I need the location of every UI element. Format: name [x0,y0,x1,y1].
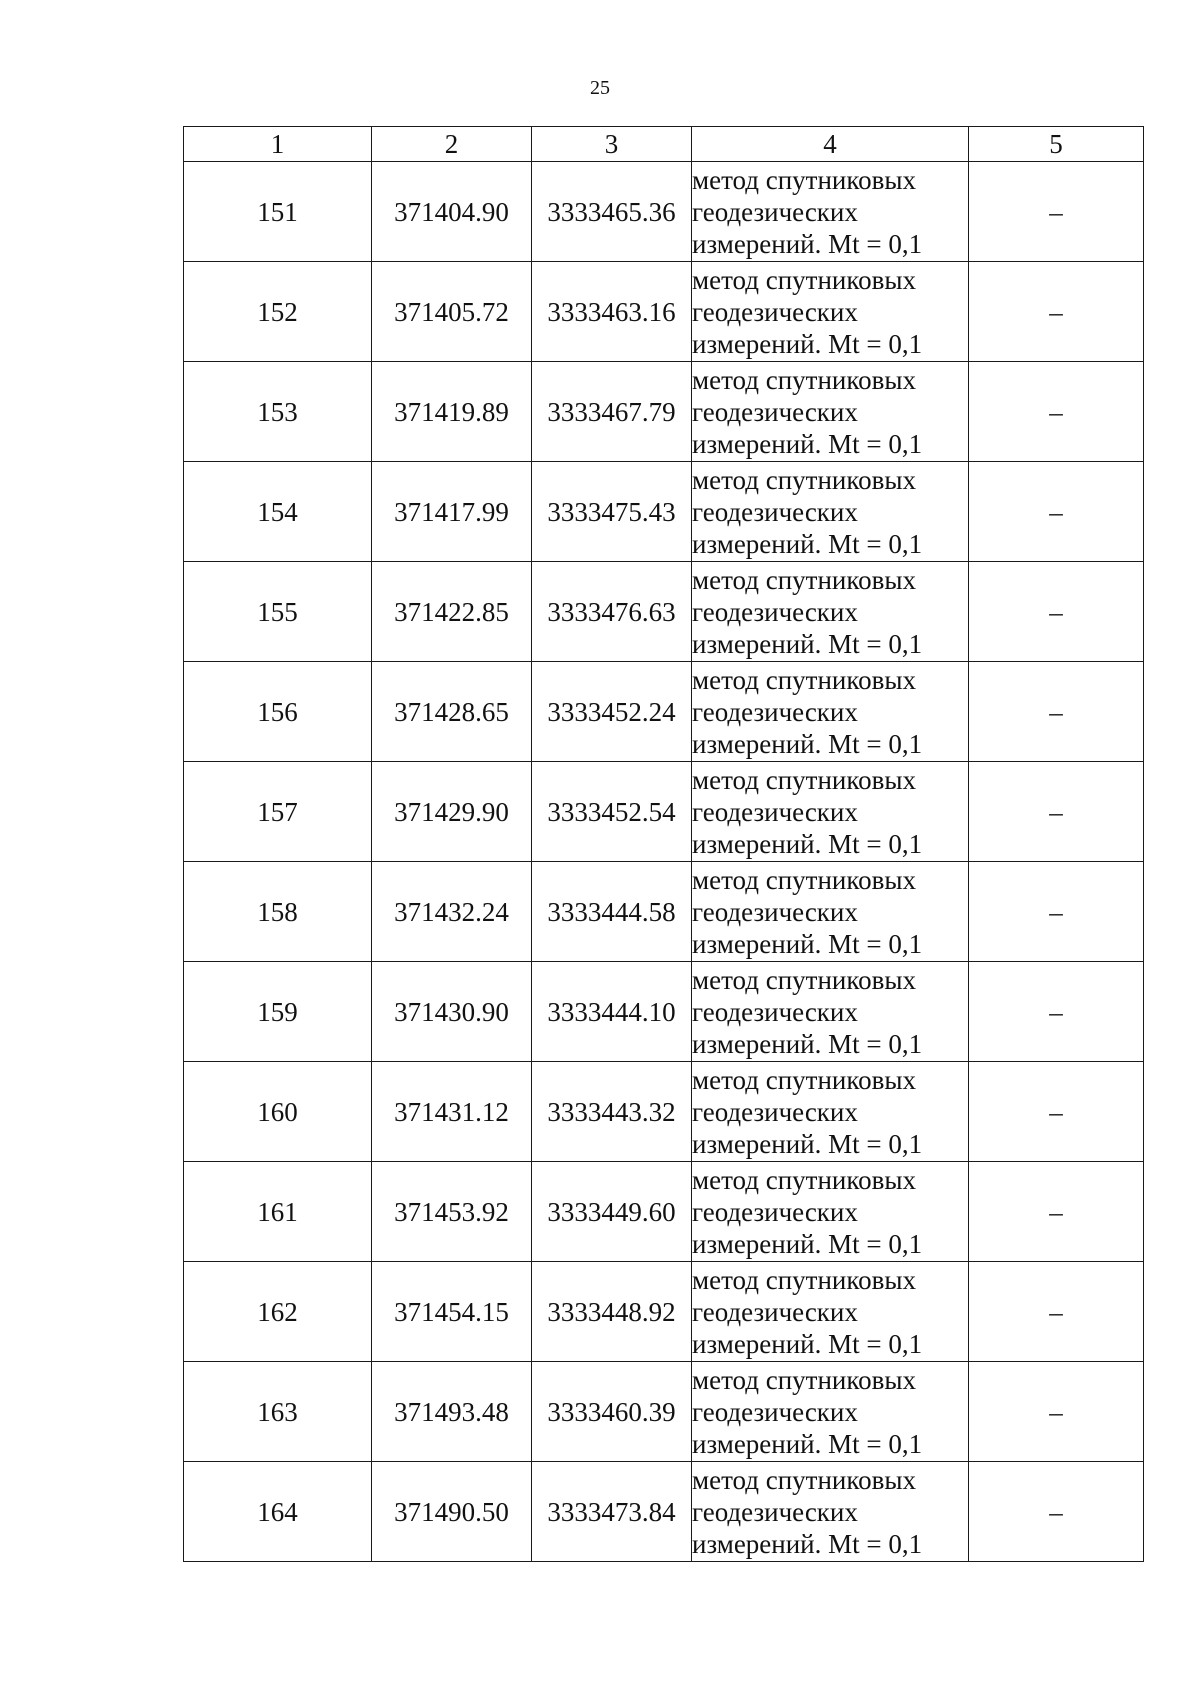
method-text-line: геодезических [692,396,858,427]
y-coordinate-cell: 3333475.43 [532,462,692,562]
method-cell [692,1462,969,1562]
note-cell: – [969,462,1144,562]
y-coordinate-cell: 3333463.16 [532,262,692,362]
point-number-cell: 164 [184,1462,372,1562]
y-coordinate-cell: 3333460.39 [532,1362,692,1462]
x-coordinate-cell: 371490.50 [372,1462,532,1562]
table-body [184,162,1144,1562]
y-coordinate-cell: 3333443.32 [532,1062,692,1162]
x-coordinate-cell: 371430.90 [372,962,532,1062]
point-number-cell: 163 [184,1362,372,1462]
y-coordinate-cell: 3333467.79 [532,362,692,462]
method-text-line: геодезических [692,1196,858,1227]
x-coordinate-cell: 371429.90 [372,762,532,862]
method-text-line: геодезических [692,796,858,827]
method-text-line: измерений. Mt = 0,1 [692,1128,923,1159]
column-header-1: 1 [184,127,372,162]
table-row [184,1162,1144,1262]
method-text-line: геодезических [692,296,858,327]
x-coordinate-cell: 371453.92 [372,1162,532,1262]
x-coordinate-cell: 371432.24 [372,862,532,962]
x-coordinate-cell: 371431.12 [372,1062,532,1162]
y-coordinate-cell: 3333476.63 [532,562,692,662]
method-text-line: метод спутниковых [692,1364,916,1395]
point-number-cell: 162 [184,1262,372,1362]
table-row [184,1362,1144,1462]
table-row [184,562,1144,662]
method-cell [692,1062,969,1162]
method-text-line: измерений. Mt = 0,1 [692,1028,923,1059]
method-text-line: геодезических [692,1296,858,1327]
method-text-line: геодезических [692,1096,858,1127]
table-row [184,162,1144,262]
method-text-line: геодезических [692,1396,858,1427]
note-cell: – [969,662,1144,762]
method-text-line: измерений. Mt = 0,1 [692,1328,923,1359]
table-row [184,962,1144,1062]
note-cell: – [969,1062,1144,1162]
point-number-cell: 159 [184,962,372,1062]
table-row [184,862,1144,962]
table-row [184,462,1144,562]
method-text-line: метод спутниковых [692,264,916,295]
column-header-5: 5 [969,127,1144,162]
table-row [184,762,1144,862]
method-cell [692,762,969,862]
method-text-line: измерений. Mt = 0,1 [692,628,923,659]
method-cell [692,962,969,1062]
method-cell [692,1162,969,1262]
point-number-cell: 153 [184,362,372,462]
method-text-line: метод спутниковых [692,164,916,195]
table-row [184,662,1144,762]
note-cell: – [969,762,1144,862]
method-text-line: метод спутниковых [692,1064,916,1095]
method-cell [692,1262,969,1362]
method-cell [692,362,969,462]
note-cell: – [969,1262,1144,1362]
x-coordinate-cell: 371428.65 [372,662,532,762]
method-text-line: измерений. Mt = 0,1 [692,828,923,859]
method-text-line: метод спутниковых [692,864,916,895]
method-text-line: метод спутниковых [692,764,916,795]
table-row [184,262,1144,362]
x-coordinate-cell: 371417.99 [372,462,532,562]
page-number: 25 [590,77,610,99]
method-text-line: геодезических [692,896,858,927]
method-cell [692,662,969,762]
x-coordinate-cell: 371404.90 [372,162,532,262]
note-cell: – [969,362,1144,462]
point-number-cell: 154 [184,462,372,562]
y-coordinate-cell: 3333452.54 [532,762,692,862]
table-row [184,1262,1144,1362]
point-number-cell: 158 [184,862,372,962]
table-row [184,1062,1144,1162]
method-text-line: метод спутниковых [692,964,916,995]
method-text-line: геодезических [692,1496,858,1527]
method-cell [692,462,969,562]
table-row [184,1462,1144,1562]
method-text-line: геодезических [692,496,858,527]
method-text-line: измерений. Mt = 0,1 [692,1428,923,1459]
table-header-row [184,127,1144,162]
point-number-cell: 160 [184,1062,372,1162]
column-header-4: 4 [692,127,969,162]
method-text-line: метод спутниковых [692,1464,916,1495]
point-number-cell: 156 [184,662,372,762]
y-coordinate-cell: 3333452.24 [532,662,692,762]
method-text-line: метод спутниковых [692,564,916,595]
method-text-line: метод спутниковых [692,464,916,495]
point-number-cell: 161 [184,1162,372,1262]
x-coordinate-cell: 371419.89 [372,362,532,462]
y-coordinate-cell: 3333465.36 [532,162,692,262]
x-coordinate-cell: 371493.48 [372,1362,532,1462]
y-coordinate-cell: 3333473.84 [532,1462,692,1562]
point-number-cell: 157 [184,762,372,862]
method-text-line: метод спутниковых [692,364,916,395]
note-cell: – [969,162,1144,262]
coordinates-table [183,126,1144,1562]
method-text-line: метод спутниковых [692,1164,916,1195]
coordinates-table-container [183,126,1143,1562]
method-cell [692,262,969,362]
method-text-line: измерений. Mt = 0,1 [692,228,923,259]
x-coordinate-cell: 371422.85 [372,562,532,662]
method-text-line: измерений. Mt = 0,1 [692,428,923,459]
method-cell [692,562,969,662]
column-header-3: 3 [532,127,692,162]
method-text-line: измерений. Mt = 0,1 [692,328,923,359]
method-cell [692,162,969,262]
method-text-line: измерений. Mt = 0,1 [692,728,923,759]
method-text-line: геодезических [692,196,858,227]
method-text-line: метод спутниковых [692,1264,916,1295]
method-text-line: измерений. Mt = 0,1 [692,1528,923,1559]
method-text-line: геодезических [692,696,858,727]
method-text-line: измерений. Mt = 0,1 [692,528,923,559]
point-number-cell: 155 [184,562,372,662]
point-number-cell: 151 [184,162,372,262]
note-cell: – [969,962,1144,1062]
column-header-2: 2 [372,127,532,162]
y-coordinate-cell: 3333448.92 [532,1262,692,1362]
x-coordinate-cell: 371454.15 [372,1262,532,1362]
note-cell: – [969,1462,1144,1562]
note-cell: – [969,1362,1144,1462]
note-cell: – [969,862,1144,962]
method-text-line: измерений. Mt = 0,1 [692,1228,923,1259]
table-row [184,362,1144,462]
y-coordinate-cell: 3333449.60 [532,1162,692,1262]
y-coordinate-cell: 3333444.58 [532,862,692,962]
note-cell: – [969,562,1144,662]
note-cell: – [969,1162,1144,1262]
note-cell: – [969,262,1144,362]
method-text-line: геодезических [692,596,858,627]
x-coordinate-cell: 371405.72 [372,262,532,362]
point-number-cell: 152 [184,262,372,362]
method-text-line: измерений. Mt = 0,1 [692,928,923,959]
y-coordinate-cell: 3333444.10 [532,962,692,1062]
method-text-line: метод спутниковых [692,664,916,695]
method-cell [692,862,969,962]
method-text-line: геодезических [692,996,858,1027]
method-cell [692,1362,969,1462]
